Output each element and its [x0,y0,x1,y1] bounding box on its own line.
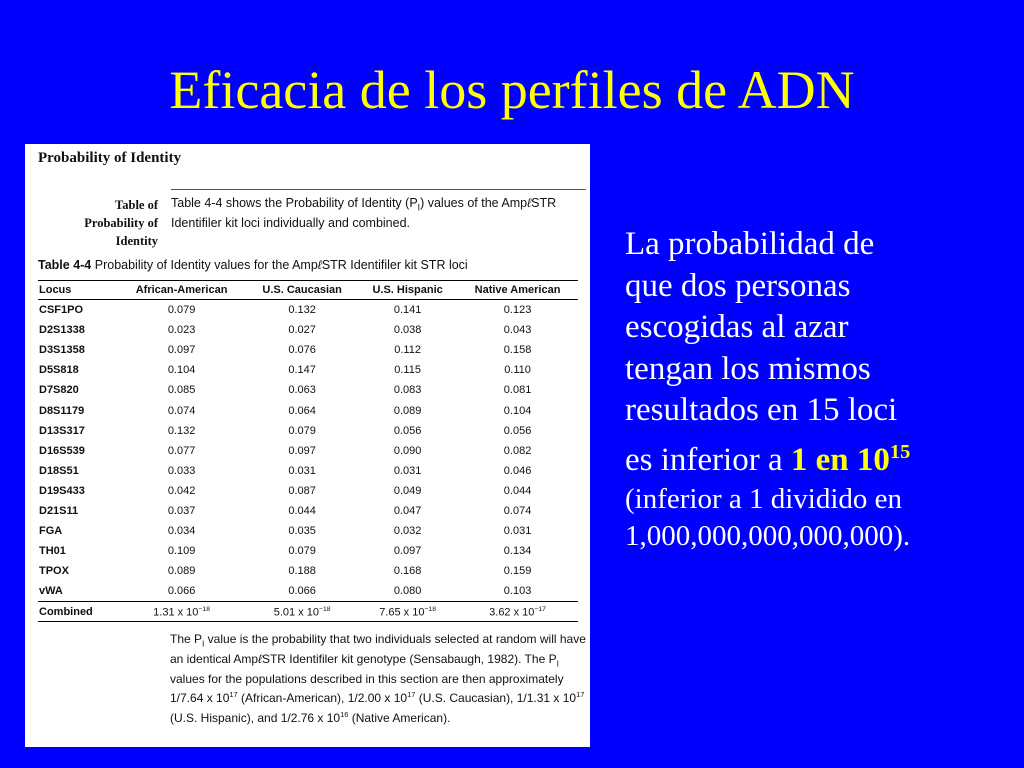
table-row [38,380,578,400]
table-row [38,521,578,541]
value-cell: 0.132 [167,424,196,437]
combined-exponent: −18 [318,605,331,613]
table-row [38,501,578,521]
value-cell: 0.023 [167,324,196,337]
value-cell: 0.035 [288,525,316,538]
main-statement [625,224,1015,481]
combined-exponent: −17 [534,605,546,613]
footnote-text: (U.S. Caucasian), 1/1.31 x 10 [415,691,577,706]
column-header: U.S. Caucasian [246,281,358,300]
value-cell: 0.038 [393,324,422,337]
value-cell: 0.147 [288,364,316,377]
value-cell: 0.097 [167,344,196,357]
value-cell: 0.103 [503,585,532,598]
table-row [38,441,578,461]
highlight-figure [791,442,910,478]
locus-cell: D16S539 [39,444,85,457]
probability-table [38,280,578,622]
value-cell: 0.034 [167,525,196,538]
value-cell: 0.037 [167,504,196,517]
combined-base: 5.01 x 10 [273,606,319,619]
locus-cell: CSF1PO [39,304,84,317]
locus-cell: TH01 [39,545,66,558]
table-caption [38,258,468,272]
locus-cell: vWA [39,585,63,598]
footnote-text: (U.S. Hispanic), and 1/2.76 x 10 [170,710,341,725]
column-header: Native American [457,281,578,300]
value-cell: 0.063 [288,384,316,397]
column-header: Locus [38,281,117,300]
intro-paragraph [171,196,589,232]
document-heading: Probability of Identity [38,150,182,166]
value-cell: 0.081 [503,384,532,397]
column-header: African-American [117,281,246,300]
table-row [38,481,578,501]
value-cell: 0.074 [503,504,532,517]
combined-row [38,602,578,622]
locus-cell: D8S1179 [39,404,85,417]
value-cell: 0.089 [167,565,196,578]
script-l-icon: ℓ [527,196,532,210]
combined-exponent: −18 [198,605,210,613]
main-statement-text: La probabilidad de que dos personas escogidas al azar tengan los mismos resultados en 15 loci es inferior a [625,226,898,478]
value-cell: 0.134 [503,545,532,558]
intro-text: Table 4-4 shows the Probability of Identity (P [171,196,418,210]
value-cell: 0.112 [394,344,421,357]
table-header-row [38,281,578,300]
combined-exponent: −18 [424,605,437,613]
locus-cell: D7S820 [39,384,79,397]
locus-cell: D13S317 [39,424,85,437]
value-cell: 0.097 [288,444,316,457]
combined-value [117,602,246,622]
value-cell: 0.141 [393,304,422,317]
value-cell: 0.097 [393,545,422,558]
combined-value [457,602,578,622]
value-cell: 0.066 [288,585,316,598]
margin-label: Table of Probability of Identity [84,198,158,248]
clarification-text: (inferior a 1 dividido en 1,000,000,000,000,000). [625,483,911,552]
script-l-icon: ℓ [317,258,322,272]
footnote-subscript: I [556,658,559,669]
highlight-exponent: 15 [889,440,911,463]
value-cell: 0.087 [288,484,316,497]
value-cell: 0.085 [167,384,196,397]
combined-value [358,602,457,622]
value-cell: 0.033 [167,464,196,477]
value-cell: 0.168 [393,565,422,578]
table-row [38,561,578,581]
locus-cell: D19S433 [39,484,85,497]
value-cell: 0.079 [288,545,316,558]
divider [171,189,586,190]
locus-cell: D18S51 [39,464,79,477]
locus-cell: TPOX [39,565,69,578]
locus-cell: D5S818 [39,364,79,377]
value-cell: 0.032 [393,525,422,538]
value-cell: 0.031 [503,525,532,538]
scanned-document [25,144,590,747]
locus-cell: D3S1358 [39,344,85,357]
footnote-subscript: I [202,638,205,649]
footnote-text: (Native American). [348,710,451,725]
value-cell: 0.159 [503,565,532,578]
value-cell: 0.043 [503,324,532,337]
footnote-exponent: 16 [340,709,349,719]
value-cell: 0.031 [393,464,422,477]
table-row [38,541,578,561]
table-caption-text: STR Identifiler kit STR loci [321,258,468,272]
value-cell: 0.083 [393,384,422,397]
value-cell: 0.158 [503,344,532,357]
value-cell: 0.089 [393,404,422,417]
combined-value [246,602,358,622]
table-row [38,581,578,602]
footnote-text: STR Identifiler kit genotype (Sensabaugh, 1982). The P [261,651,557,666]
footnote-exponent: 17 [407,690,416,700]
intro-text: STR Identifiler kit loci individually and combined. [171,196,557,230]
combined-label: Combined [38,602,117,622]
value-cell: 0.031 [288,464,316,477]
value-cell: 0.123 [503,304,532,317]
value-cell: 0.104 [167,364,196,377]
combined-base: 1.31 x 10 [153,606,199,619]
value-cell: 0.046 [503,464,532,477]
value-cell: 0.074 [167,404,196,417]
table-row [38,300,578,321]
footnote-text: (African-American), 1/2.00 x 10 [237,691,408,706]
locus-cell: FGA [39,525,63,538]
value-cell: 0.047 [393,504,422,517]
value-cell: 0.109 [167,545,196,558]
locus-cell: D21S11 [39,504,79,517]
table-row [38,461,578,481]
slide-title: Eficacia de los perfiles de ADN [169,60,855,120]
table-row [38,360,578,380]
footnote-exponent: 17 [576,690,585,700]
value-cell: 0.066 [167,585,196,598]
table-row [38,320,578,340]
value-cell: 0.044 [503,484,532,497]
table-row [38,400,578,420]
value-cell: 0.077 [167,444,196,457]
column-header: U.S. Hispanic [358,281,457,300]
value-cell: 0.082 [503,444,532,457]
value-cell: 0.115 [394,364,421,377]
combined-base: 7.65 x 10 [379,606,425,619]
value-cell: 0.090 [393,444,422,457]
value-cell: 0.079 [167,304,196,317]
slide-body-text [625,224,1015,555]
value-cell: 0.080 [393,585,422,598]
footnote-text: values for the populations described in this section are then approximately 1/7.64 x 10 [170,671,564,706]
footnote-text: The P [170,632,203,646]
value-cell: 0.044 [288,504,316,517]
value-cell: 0.049 [393,484,422,497]
table-row [38,340,578,360]
footnote [170,632,590,726]
value-cell: 0.042 [167,484,196,497]
intro-subscript: I [417,202,421,213]
value-cell: 0.079 [288,424,316,437]
script-l-icon: ℓ [258,651,262,666]
value-cell: 0.188 [288,565,316,578]
table-caption-text: Probability of Identity values for the Amp [91,258,318,272]
highlight-base: 1 en 10 [790,441,890,478]
value-cell: 0.056 [503,424,532,437]
value-cell: 0.064 [288,404,316,417]
combined-base: 3.62 x 10 [489,606,535,619]
footnote-text: value is the probability that two individuals selected at random will have an identical Amp [170,632,586,666]
table-row [38,421,578,441]
value-cell: 0.076 [288,344,316,357]
value-cell: 0.027 [288,324,316,337]
value-cell: 0.104 [503,404,532,417]
value-cell: 0.110 [504,364,531,377]
locus-cell: D2S1338 [39,324,85,337]
footnote-exponent: 17 [229,690,238,700]
intro-text: ) values of the Amp [420,196,528,210]
value-cell: 0.056 [393,424,422,437]
value-cell: 0.132 [288,304,316,317]
table-caption-label: Table 4-4 [38,258,92,272]
